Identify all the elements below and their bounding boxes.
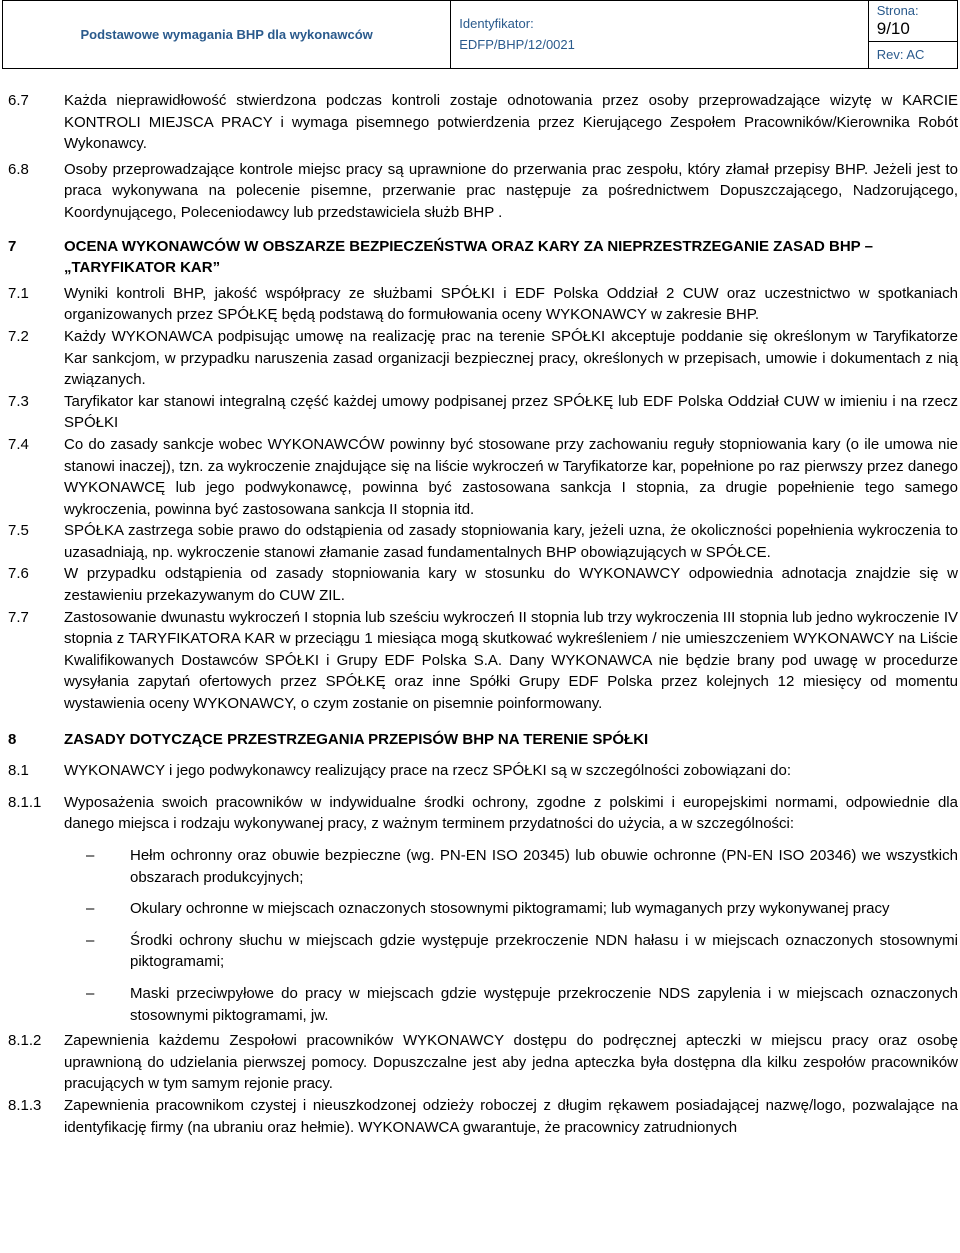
dash-bullet: – [86,847,95,864]
heading-number: 8 [8,730,17,748]
section-7-4 [8,434,958,520]
section-text: Zastosowanie dwunastu wykroczeń I stopnia lub sześciu wykroczeń II stopnia lub trzy wykroczenia III stopnia lub jedno wykroczenie IV stopnia z TARYFIKATORA KAR w przeciągu 1 miesiąca mogą skutkować wykreśleniem / nie umieszczeniem WYKONAWCY na Liście Kwalifikowanych Dostawców SPÓŁKI i Grupy EDF Polska S.A. Dany WYKONAWCA nie będzie brany pod uwagę w procedurze wysyłania zapytań ofertowych przez SPÓŁKĘ oraz inne Spółki Grupy EDF Polska przez kolejnych 12 miesięcy od momentu wystawienia oceny WYKONAWCY, o czym zostanie on pisemnie poinformowany. [64,608,958,713]
section-number: 6.7 [8,92,29,109]
dash-bullet: – [86,900,95,918]
section-text: WYKONAWCY i jego podwykonawcy realizujący prace na rzecz SPÓŁKI są w szczególności zobowiązani do: [64,762,791,780]
section-8-1 [8,760,958,782]
section-8-1-2 [8,1030,958,1095]
section-text: Osoby przeprowadzające kontrole miejsc pracy są uprawnione do przerwania prac zespołu, który złamał przepisy BHP. Jeżeli jest to praca wykonywana na polecenie pisemne, przerwanie prac następuje za pośrednictwem Dopuszczającego, Nadzorującego, Koordynującego, Poleceniodawcy lub przedstawiciela służb BHP . [64,160,958,221]
section-text: Wyposażenia swoich pracowników w indywidualne środki ochrony, zgodne z polskimi i europejskimi normami, odpowiednie dla danego miejsca i rodzaju wykonywanej pracy, z ważnym terminem przydatności do użycia, a w szczególności: [64,793,958,833]
section-number: 7.1 [8,284,29,302]
section-6-8 [8,159,958,224]
section-8-1-1 [8,792,958,835]
dash-bullet: – [86,984,95,1002]
section-8-1-3 [8,1095,958,1138]
section-number: 6.8 [8,160,29,178]
header-table [2,0,958,69]
list-item [64,930,958,973]
section-number: 8.1.3 [8,1096,42,1114]
document-title-cell [3,1,451,69]
section-text: Zapewnienia każdemu Zespołowi pracowników WYKONAWCY dostępu do podręcznej apteczki w miejscu pracy oraz osobę uprawnioną do udzielania pierwszej pomocy. Dopuszczalne jest aby jedna apteczka była dostępna dla kilku zespołów pracowników pracujących w tym samym rejonie pracy. [64,1032,958,1093]
identifier-cell [451,1,868,69]
page-label: Strona: [876,3,919,18]
section-number: 7.6 [8,565,29,583]
document-header [0,0,960,68]
section-text: W przypadku odstąpienia od zasady stopniowania kary w stosunku do WYKONAWCY odpowiednia adnotacja znajdzie się w zestawieniu przekazywanym do CUW ZIL. [64,565,958,605]
heading-number: 7 [8,237,17,255]
section-number: 7.4 [8,435,29,453]
section-7-6 [8,563,958,606]
identifier-label: Identyfikator: [459,15,534,31]
revision: Rev: AC [876,47,925,62]
heading-text: ZASADY DOTYCZĄCE PRZESTRZEGANIA PRZEPISÓW BHP NA TERENIE SPÓŁKI [64,730,649,748]
list-item [64,983,958,1026]
list-item [64,845,958,888]
section-text: Każdy WYKONAWCA podpisując umowę na realizację prac na terenie SPÓŁKI akceptuje poddanie się określonym w Taryfikatorze Kar sankcjom, w przypadku naruszenia zasad organizacji bezpiecznej pracy, określonych w przepisach, umowie i dokumentach z nią związanych. [64,327,958,389]
list-item-text: Okulary ochronne w miejscach oznaczonych stosownymi piktogramami; lub wymaganych przy wykonywanej pracy [130,900,890,918]
section-7-7 [8,607,958,715]
list-item-text: Środki ochrony słuchu w miejscach gdzie występuje przekroczenie NDN hałasu i w miejscach oznaczonych stosownymi piktogramami; [130,931,958,971]
section-text: Zapewnienia pracownikom czystej i nieuszkodzonej odzieży roboczej z długim rękawem posiadającej nazwę/logo, pozwalające na identyfikację firmy (na ubraniu oraz hełmie). WYKONAWCA gwarantuje, że pracownicy zatrudnionych [64,1096,958,1136]
section-text: Taryfikator kar stanowi integralną część każdej umowy podpisanej przez SPÓŁKĘ lub EDF Polska Oddział CUW w imieniu i na rzecz SPÓŁKI [64,392,958,432]
list-item [64,898,958,920]
identifier-value: EDFP/BHP/12/0021 [459,37,575,53]
document-title: Podstawowe wymagania BHP dla wykonawców [80,26,373,42]
page-cell [868,1,957,69]
section-number: 8.1 [8,762,29,780]
heading-7 [8,236,958,279]
list-item-text: Hełm ochronny oraz obuwie bezpieczne (wg. PN-EN ISO 20345) lub obuwie ochronne (PN-EN ISO 20346) we wszystkich obszarach produkcyjnych; [130,847,958,886]
section-6-7 [8,90,958,155]
section-number: 8.1.2 [8,1032,42,1050]
section-7-3 [8,391,958,434]
heading-8 [8,729,958,751]
section-7-5 [8,520,958,563]
section-number: 8.1.1 [8,793,42,811]
section-text: Wyniki kontroli BHP, jakość współpracy ze służbami SPÓŁKI i EDF Polska Oddział 2 CUW oraz uczestnictwo w spotkaniach organizowanych przez SPÓŁKĘ będą podstawą do formułowania oceny WYKONAWCY w zakresie BHP. [64,284,958,324]
page-info [869,1,957,42]
section-text: Każda nieprawidłowość stwierdzona podczas kontroli zostaje odnotowania przez osoby przeprowadzające wizytę w KARCIE KONTROLI MIEJSCA PRACY i wymaga pisemnego potwierdzenia przez Kierującego Zespołem Pracowników/Kierownika Robót Wykonawcy. [64,92,958,153]
section-number: 7.7 [8,608,29,626]
section-number: 7.3 [8,392,29,410]
section-text: SPÓŁKA zastrzega sobie prawo do odstąpienia od zasady stopniowania kary, jeżeli uzna, że okoliczności popełnienia wykroczenia to uzasadniają, np. wykroczenie stanowi złamanie zasad fundamentalnych BHP obowiązujących w SPÓŁCE. [64,522,958,561]
list-item-text: Maski przeciwpyłowe do pracy w miejscach gdzie występuje przekroczenie NDS zapylenia i w miejscach oznaczonych stosownymi piktogramami, jw. [130,984,958,1024]
section-number: 7.5 [8,522,29,540]
section-number: 7.2 [8,327,29,345]
page-number: 9/10 [876,19,910,38]
section-7-2 [8,326,958,391]
dash-bullet: – [86,931,95,949]
section-7-1 [8,283,958,326]
section-text: Co do zasady sankcje wobec WYKONAWCÓW powinny być stosowane przy zachowaniu reguły stopniowania kary (o ile umowa nie stanowi inaczej), tzn. za wykroczenie znajdujące się na liście wykroczeń w Taryfikatorze kar, popełnione po raz pierwszy przez danego WYKONAWCĘ lub jego podwykonawcę, powinna być zastosowana sankcja I stopnia, za drugie popełnienie tego samego wykroczenia, powinna być zastosowana sankcja II stopnia itd. [64,435,958,518]
document-body [8,90,958,1138]
heading-text: OCENA WYKONAWCÓW W OBSZARZE BEZPIECZEŃSTWA ORAZ KARY ZA NIEPRZESTRZEGANIE ZASAD BHP – „TARYFIKATOR KAR” [64,237,873,277]
